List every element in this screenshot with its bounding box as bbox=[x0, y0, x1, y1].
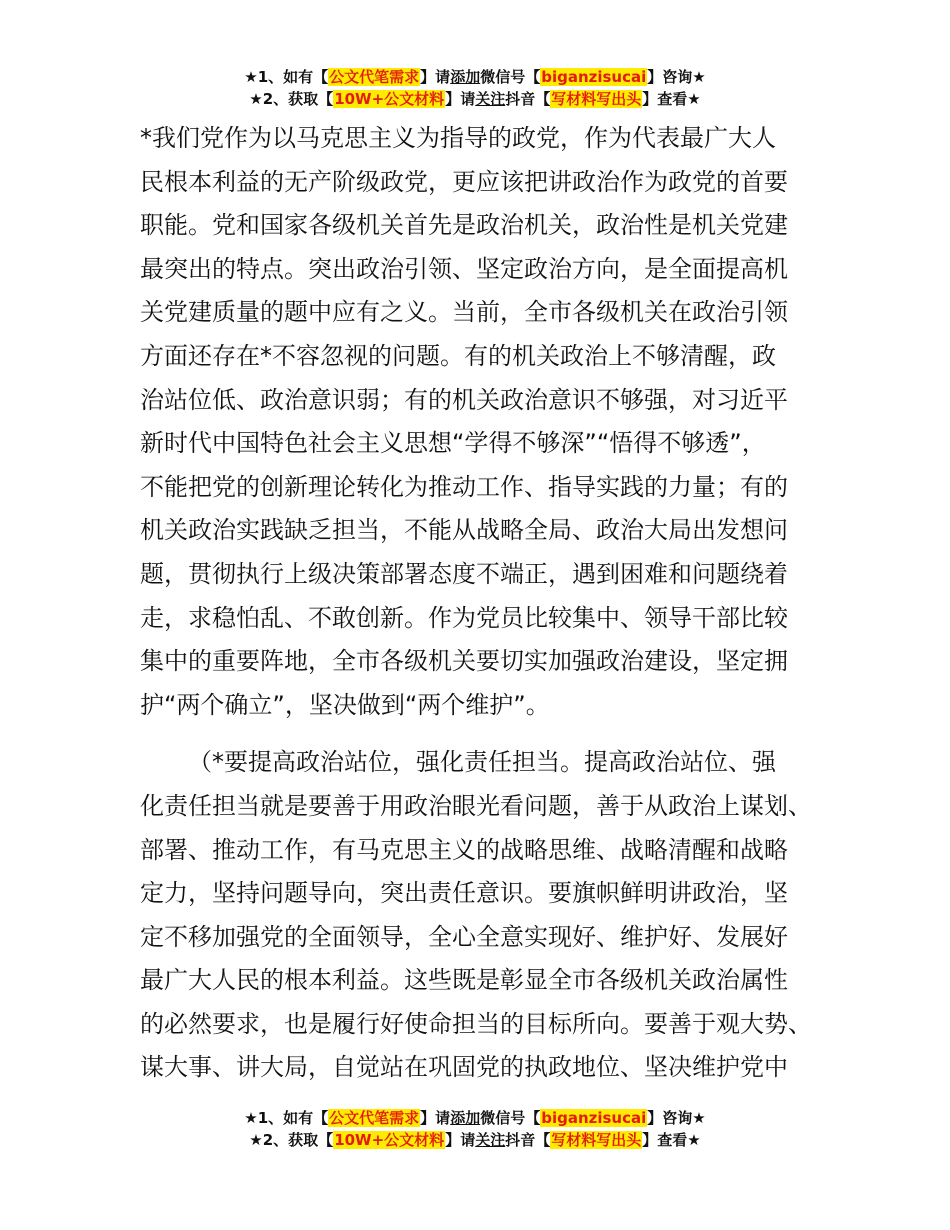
text-line: 化责任担当就是要善于用政治眼光看问题，善于从政治上谋划、 bbox=[140, 791, 812, 820]
text-line: （*要提高政治站位，强化责任担当。提高政治站位、强 bbox=[188, 748, 776, 777]
footer-banner bbox=[0, 1107, 950, 1151]
highlight-ghostwriting: 公文代笔需求 bbox=[329, 1109, 420, 1127]
footer-banner-line-2 bbox=[0, 1129, 950, 1151]
header-banner bbox=[0, 66, 950, 110]
text-line: 民根本利益的无产阶级政党，更应该把讲政治作为政党的首要 bbox=[140, 167, 788, 196]
underlined-follow: 关注 bbox=[475, 1131, 506, 1149]
text-line: 治站位低、政治意识弱；有的机关政治意识不够强，对习近平 bbox=[140, 385, 788, 414]
text-line: 最突出的特点。突出政治引领、坚定政治方向，是全面提高机 bbox=[140, 254, 788, 283]
banner-text: 】请 bbox=[420, 68, 451, 86]
banner-text: 】咨询★ bbox=[647, 68, 706, 86]
footer-banner-line-1 bbox=[0, 1107, 950, 1129]
text-line: 定力，坚持问题导向，突出责任意识。要旗帜鲜明讲政治，坚 bbox=[140, 879, 788, 908]
banner-text: 微信号【 bbox=[480, 68, 541, 86]
highlight-ghostwriting: 公文代笔需求 bbox=[329, 68, 420, 86]
banner-text: 】请 bbox=[445, 1131, 476, 1149]
text-line: 职能。党和国家各级机关首先是政治机关，政治性是机关党建 bbox=[140, 211, 788, 240]
underlined-add: 添加 bbox=[450, 1109, 481, 1127]
text-line: 定不移加强党的全面领导，全心全意实现好、维护好、发展好 bbox=[140, 922, 788, 951]
highlight-wechat-id: biganzisucai bbox=[541, 68, 647, 86]
banner-text: 抖音【 bbox=[505, 90, 551, 108]
banner-text: ★2、获取【 bbox=[249, 1131, 334, 1149]
document-body bbox=[140, 117, 830, 1090]
banner-text: 抖音【 bbox=[505, 1131, 551, 1149]
text-line: 不能把党的创新理论转化为推动工作、指导实践的力量；有的 bbox=[140, 472, 788, 501]
text-line: 机关政治实践缺乏担当，不能从战略全局、政治大局出发想问 bbox=[140, 516, 788, 545]
banner-text: ★1、如有【 bbox=[244, 68, 329, 86]
highlight-douyin: 写材料写出头 bbox=[551, 90, 642, 108]
banner-text: 微信号【 bbox=[480, 1109, 541, 1127]
highlight-materials: 10W+公文材料 bbox=[334, 90, 445, 108]
banner-text: 】请 bbox=[445, 90, 476, 108]
header-banner-line-1 bbox=[0, 66, 950, 88]
highlight-wechat-id: biganzisucai bbox=[541, 1109, 647, 1127]
text-line: 的必然要求，也是履行好使命担当的目标所向。要善于观大势、 bbox=[140, 1009, 812, 1038]
text-line: 护“两个确立”，坚决做到“两个维护”。 bbox=[140, 690, 550, 719]
header-banner-line-2 bbox=[0, 88, 950, 110]
text-line: 部署、推动工作，有马克思主义的战略思维、战略清醒和战略 bbox=[140, 835, 788, 864]
text-line: 谋大事、讲大局，自觉站在巩固党的执政地位、坚决维护党中 bbox=[140, 1053, 788, 1082]
banner-text: 】咨询★ bbox=[647, 1109, 706, 1127]
text-line: 集中的重要阵地，全市各级机关要切实加强政治建设，坚定拥 bbox=[140, 647, 788, 676]
text-line: *我们党作为以马克思主义为指导的政党，作为代表最广大人 bbox=[140, 124, 776, 152]
highlight-materials: 10W+公文材料 bbox=[334, 1131, 445, 1149]
underlined-add: 添加 bbox=[450, 68, 481, 86]
text-line: 走，求稳怕乱、不敢创新。作为党员比较集中、领导干部比较 bbox=[140, 603, 788, 632]
highlight-douyin: 写材料写出头 bbox=[551, 1131, 642, 1149]
text-line: 最广大人民的根本利益。这些既是彰显全市各级机关政治属性 bbox=[140, 966, 788, 995]
banner-text: 】请 bbox=[420, 1109, 451, 1127]
banner-text: 】查看★ bbox=[642, 90, 701, 108]
underlined-follow: 关注 bbox=[475, 90, 506, 108]
banner-text: 】查看★ bbox=[642, 1131, 701, 1149]
banner-text: ★1、如有【 bbox=[244, 1109, 329, 1127]
text-line: 题，贯彻执行上级决策部署态度不端正，遇到困难和问题绕着 bbox=[140, 559, 788, 588]
text-line: 方面还存在*不容忽视的问题。有的机关政治上不够清醒，政 bbox=[140, 341, 776, 370]
banner-text: ★2、获取【 bbox=[249, 90, 334, 108]
paragraph-2 bbox=[140, 741, 830, 1090]
text-line: 关党建质量的题中应有之义。当前，全市各级机关在政治引领 bbox=[140, 298, 788, 327]
paragraph-1 bbox=[140, 117, 830, 727]
text-line: 新时代中国特色社会主义思想“学得不够深”“悟得不够透”， bbox=[140, 429, 766, 458]
